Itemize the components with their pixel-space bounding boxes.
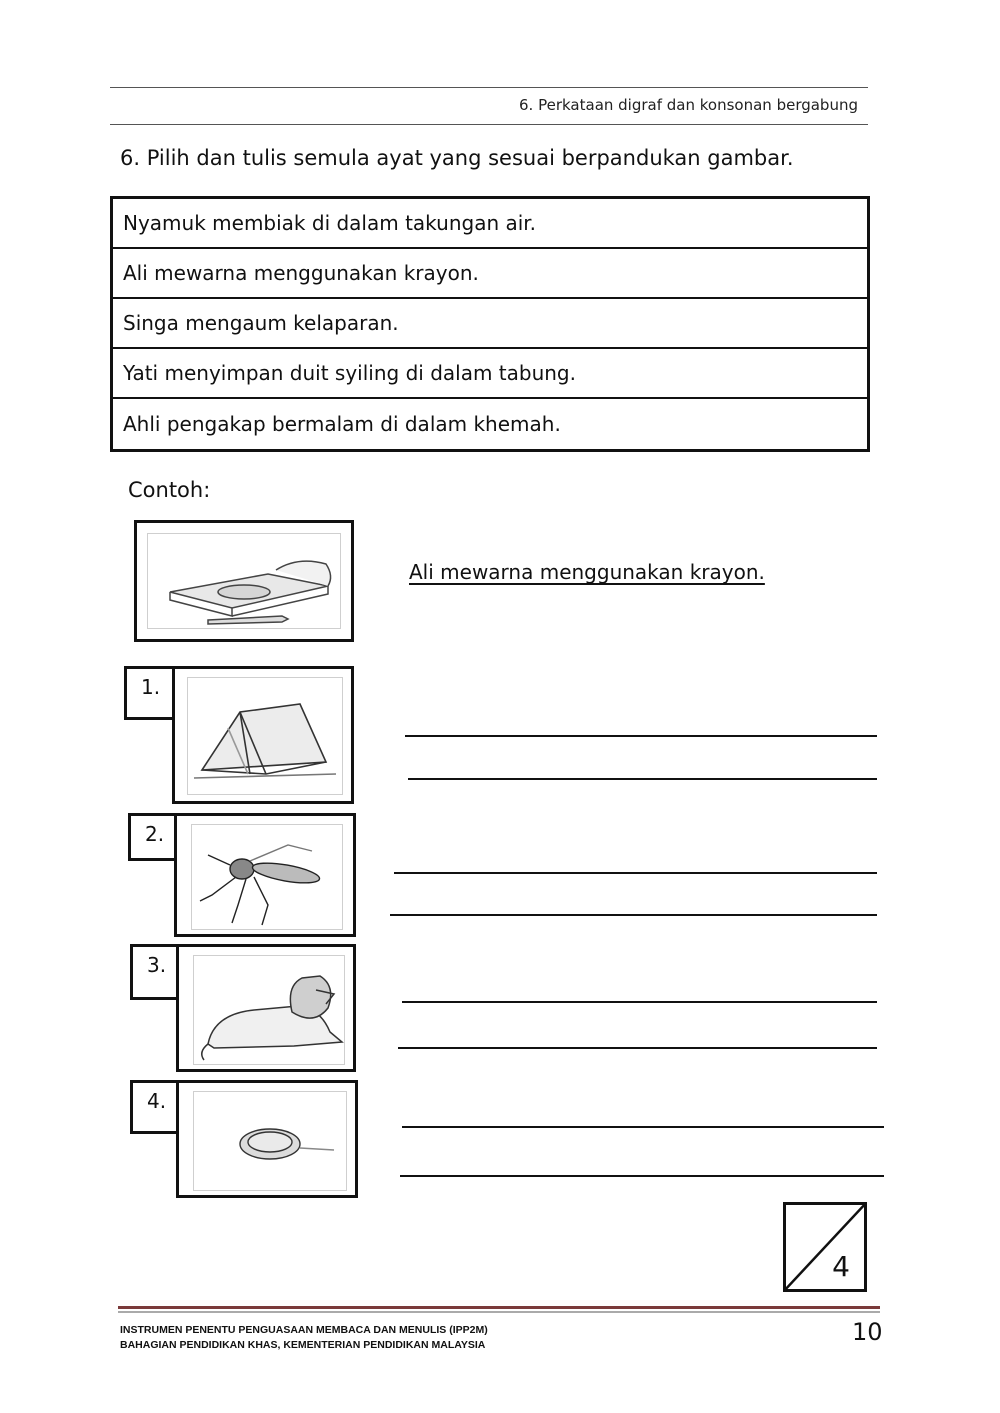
sentence-option: Yati menyimpan duit syiling di dalam tabung.	[113, 349, 867, 399]
score-box	[783, 1202, 867, 1292]
question-number-2: 2.	[128, 813, 178, 861]
lion-illustration	[193, 955, 345, 1065]
answer-line-3a[interactable]	[402, 1001, 877, 1003]
sentence-option: Ali mewarna menggunakan krayon.	[113, 249, 867, 299]
sentence-option: Singa mengaum kelaparan.	[113, 299, 867, 349]
mosquito-illustration	[191, 824, 343, 930]
crayon-box-illustration	[147, 533, 341, 629]
sentence-table	[110, 196, 870, 452]
question-number-4: 4.	[130, 1080, 180, 1134]
header-rule-bottom	[110, 124, 868, 125]
example-picture-frame	[134, 520, 354, 642]
coin-illustration	[193, 1091, 347, 1191]
answer-line-1a[interactable]	[405, 735, 877, 737]
page-number: 10	[852, 1318, 883, 1346]
question-3-picture-frame	[176, 944, 356, 1072]
question-number-1: 1.	[124, 666, 176, 720]
answer-line-2b[interactable]	[390, 914, 877, 916]
section-label: 6. Perkataan digraf dan konsonan bergabung	[519, 96, 858, 114]
instruction-text: 6. Pilih dan tulis semula ayat yang sesuai berpandukan gambar.	[120, 146, 794, 170]
answer-line-4b[interactable]	[400, 1175, 884, 1177]
question-1-picture-frame	[172, 666, 354, 804]
answer-line-1b[interactable]	[408, 778, 877, 780]
example-answer: Ali mewarna menggunakan krayon.	[409, 560, 765, 584]
footer-line-2: BAHAGIAN PENDIDIKAN KHAS, KEMENTERIAN PENDIDIKAN MALAYSIA	[120, 1339, 486, 1351]
example-label: Contoh:	[128, 478, 211, 502]
question-4-picture-frame	[176, 1080, 358, 1198]
question-2-picture-frame	[174, 813, 356, 937]
sentence-option: Nyamuk membiak di dalam takungan air.	[113, 199, 867, 249]
footer-line-1: INSTRUMEN PENENTU PENGUASAAN MEMBACA DAN MENULIS (IPP2M)	[120, 1324, 488, 1336]
answer-line-3b[interactable]	[398, 1047, 877, 1049]
answer-line-4a[interactable]	[402, 1126, 884, 1128]
tent-illustration	[187, 677, 343, 795]
sentence-option: Ahli pengakap bermalam di dalam khemah.	[123, 412, 561, 436]
answer-line-2a[interactable]	[394, 872, 877, 874]
header-rule-top	[110, 87, 868, 88]
score-diagonal	[783, 1202, 867, 1292]
score-total: 4	[832, 1250, 850, 1283]
footer-rule-top	[118, 1306, 880, 1309]
question-number-3: 3.	[130, 944, 180, 1000]
footer-rule-bottom	[118, 1311, 880, 1313]
